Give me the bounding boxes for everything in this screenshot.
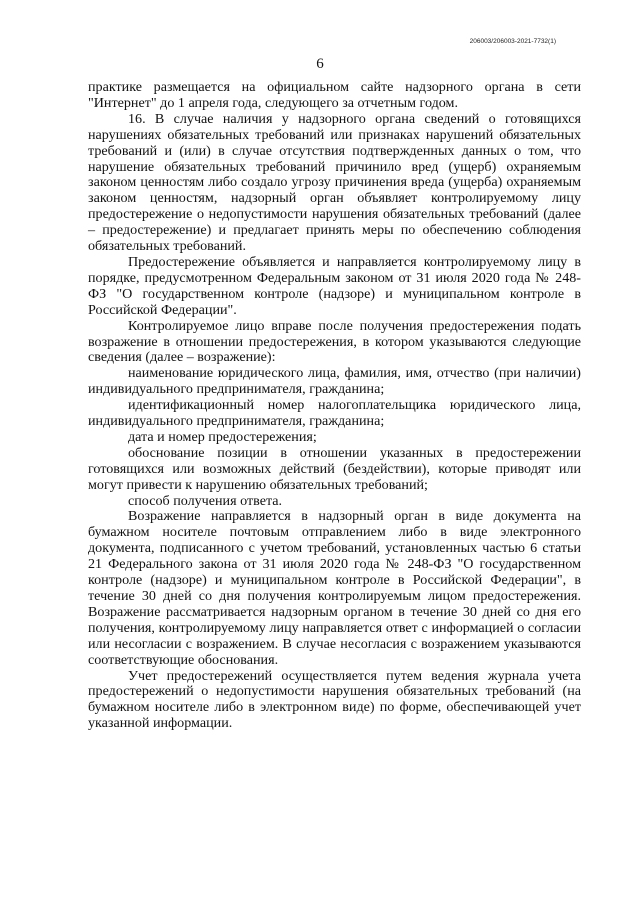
document-id: 206003/206003-2021-7732(1) (469, 38, 556, 45)
paragraph-continuation: практике размещается на официальном сайте надзорного органа в сети "Интернет" до 1 апреля года, следующего за отчетным годом. (88, 79, 581, 111)
paragraph-warning-registry: Учет предостережений осуществляется путем ведения журнала учета предостережений о недопустимости нарушения обязательных требований (на бумажном носителе либо в электронном виде) по форме, обеспечивающей учет указанной информации. (88, 667, 581, 732)
list-item-inn: идентификационный номер налогоплательщика юридического лица, индивидуального предпринимателя, гражданина; (88, 397, 581, 430)
paragraph-objection-right: Контролируемое лицо вправе после получения предостережения подать возражение в отношении предостережения, в котором указываются следующие сведения (далее – возражение): (88, 317, 581, 366)
list-item-response-method: способ получения ответа. (128, 492, 283, 509)
list-item-justification: обоснование позиции в отношении указанных в предостережении готовящихся или возможных действий (бездействии), которые приводят или могут привести к нарушению обязательных требований; (88, 444, 581, 493)
paragraph-item-16: 16. В случае наличия у надзорного органа сведений о готовящихся нарушениях обязательных требований или признаках нарушений обязательных требований и (или) в случае отсутствия подтвержденных данных о том, что нарушение обязательных требований причинило вред (ущерб) охраняемым законом ценностям либо создало угрозу причинения вреда (ущерба) охраняемым законом ценностям, надзорный орган объявляет контролируемому лицу предостережение о недопустимости нарушения обязательных требований (далее – предостережение) и предлагает принять меры по обеспечению соблюдения обязательных требований. (88, 110, 581, 255)
page-number: 6 (316, 56, 324, 72)
paragraph-objection-submission: Возражение направляется в надзорный орган в виде документа на бумажном носителе почтовым отправлением либо в виде электронного документа, подписанного с учетом требований, установленных частью 6 статьи 21 Федерального закона от 31 июля 2020 года № 248-ФЗ "О государственном контроле (надзоре) и муниципальном контроле в Российской Федерации", в течение 30 дней со дня получения контролируемым лицом предостережения. Возражение рассматривается надзорным органом в течение 30 дней со дня его получения, контролируемому лицу направляется ответ с информацией о согласии или несогласии с возражением. В случае несогласия с возражением указываются соответствующие обоснования. (88, 508, 581, 668)
paragraph-warning-procedure: Предостережение объявляется и направляется контролируемому лицу в порядке, предусмотренном Федеральным законом от 31 июля 2020 года № 248-ФЗ "О государственном контроле (надзоре) и муниципальном контроле в Российской Федерации". (88, 253, 581, 318)
document-body (88, 80, 581, 732)
list-item-date-number: дата и номер предостережения; (128, 428, 317, 445)
list-item-name: наименование юридического лица, фамилия, имя, отчество (при наличии) индивидуального предпринимателя, гражданина; (88, 365, 581, 398)
